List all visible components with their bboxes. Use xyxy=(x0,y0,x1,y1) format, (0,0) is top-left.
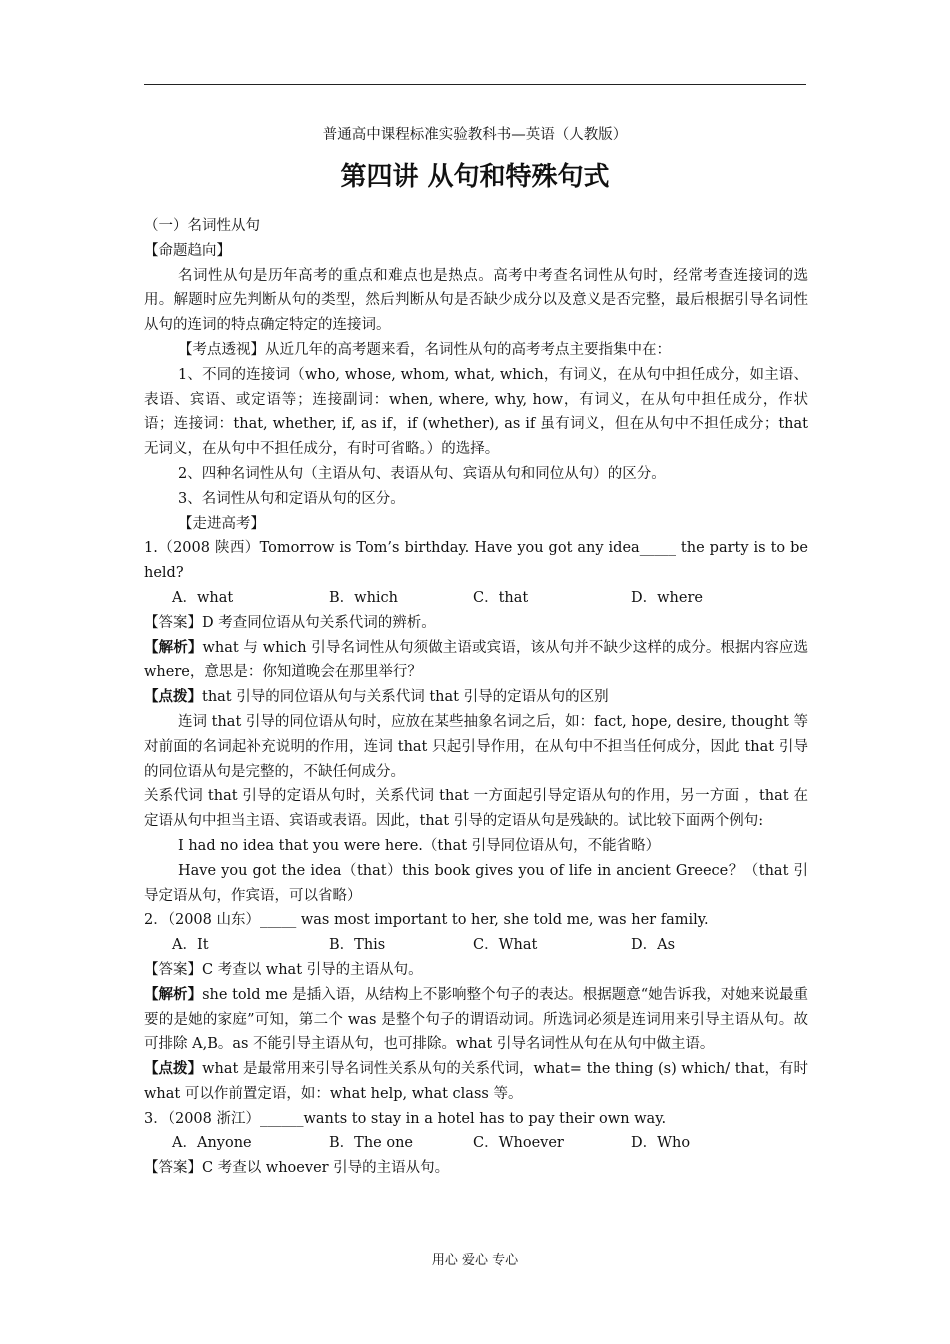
tip-label: 【点拨】 xyxy=(144,688,202,706)
tip-text: that 引导的同位语从句与关系代词 that 引导的定语从句的区别 xyxy=(202,689,609,706)
option-c: C．What xyxy=(473,937,538,954)
option-a: A．Anyone xyxy=(172,1135,252,1152)
option-a: A．what xyxy=(172,589,234,606)
point-2: 2、四种名词性从句（主语从句、表语从句、宾语从句和同位从句）的区分。 xyxy=(178,465,666,482)
example-sentence-1: I had no idea that you were here.（that 引导同位语从句，不能省略） xyxy=(178,837,661,854)
answer-text: C 考查以 whoever 引导的主语从句。 xyxy=(202,1160,450,1177)
example-sentence-2: Have you got the idea（that）this book gives you of life in ancient Greece？（that 引导定语从句，作宾语，可以省略） xyxy=(144,862,808,904)
answer-text: D 考查同位语从句关系代词的辨析。 xyxy=(202,614,436,631)
analysis-label: 【解析】 xyxy=(144,985,203,1003)
question-2-analysis xyxy=(144,983,808,1057)
into-exam-heading: 【走进高考】 xyxy=(178,515,265,532)
page-footer: 用心 爱心 专心 xyxy=(431,1253,519,1268)
question-1-analysis xyxy=(144,636,808,686)
question-3-options xyxy=(144,1131,808,1156)
analysis-text: what 与 which 引导名词性从句须做主语或宾语，该从句并不缺少这样的成分。根据内容应选 where，意思是：你知道晚会在那里举行？ xyxy=(144,639,808,681)
question-2-options xyxy=(144,933,808,958)
trend-paragraph: 名词性从句是历年高考的重点和难点也是热点。高考中考查名词性从句时，经常考查连接词的选用。解题时应先判断从句的类型，然后判断从句是否缺少成分以及意义是否完整，最后根据引导名词性从句的连词的特点确定特定的连接词。 xyxy=(144,267,808,334)
tip-paragraph-1: 连词 that 引导的同位语从句时，应放在某些抽象名词之后，如：fact, hope, desire, thought 等对前面的名词起补充说明的作用，连词 that 只起引导作用，在从句中不担当任何成分，因此 that 引导的同位语从句是完整的，不缺任何成分。 xyxy=(144,713,808,780)
option-b: B．The one xyxy=(329,1135,414,1152)
point-3: 3、名词性从句和定语从句的区分。 xyxy=(178,490,405,507)
question-1-options xyxy=(144,586,808,611)
option-c: C．that xyxy=(473,589,529,606)
document-body xyxy=(144,214,808,1181)
tip-text: what 是最常用来引导名词性关系从句的关系代词，what= the thing (s) which/ that，有时 what 可以作前置定语，如：what help, what class 等。 xyxy=(144,1061,809,1102)
question-1-stem: 1.（2008 陕西）Tomorrow is Tom’s birthday. Have you got any idea_____ the party is to be held? xyxy=(144,540,808,582)
focus-paragraph: 【考点透视】从近几年的高考题来看，名词性从句的高考考点主要指集中在： xyxy=(178,341,671,358)
answer-label: 【答案】 xyxy=(144,614,202,631)
option-c: C．Whoever xyxy=(473,1135,564,1152)
option-d: D．Who xyxy=(631,1135,691,1152)
question-1-tip xyxy=(144,685,808,710)
lecture-title: 第四讲 从句和特殊句式 xyxy=(340,162,610,192)
point-1: 1、不同的连接词（who, whose, whom, what, which，有词义，在从句中担任成分，如主语、表语、宾语、或定语等；连接副词：when, where, why, how，有词义，在从句中担任成分，作状语；连接词：that, whether, if, as if，if (whether), as if 虽有词义，但在从句中不担任成分；that 无词义，在从句中不担任成分，有时可省略。）的选择。 xyxy=(144,366,808,458)
question-2-tip xyxy=(144,1057,808,1107)
trend-heading: 【命题趋向】 xyxy=(144,242,231,259)
header-rule xyxy=(144,84,806,85)
book-subtitle: 普通高中课程标准实验教科书—英语（人教版） xyxy=(322,127,628,143)
question-3-answer xyxy=(144,1156,808,1181)
answer-text: C 考查以 what 引导的主语从句。 xyxy=(202,961,423,978)
section-heading: （一）名词性从句 xyxy=(144,218,260,234)
analysis-text: she told me 是插入语，从结构上不影响整个句子的表达。根据题意“她告诉我，对她来说最重要的是她的家庭”可知，第二个 was 是整个句子的谓语动词。所选词必须是连词用来引导主语从句。故可排除 A,B。as 不能引导主语从句，也可排除。what 引导名词性从句在从句中做主语。 xyxy=(144,986,809,1053)
option-a: A．It xyxy=(172,937,209,954)
question-2-stem: 2．（2008 山东）_____ was most important to her, she told me, was her family. xyxy=(144,912,709,929)
analysis-label: 【解析】 xyxy=(144,638,203,656)
option-b: B．This xyxy=(329,937,386,954)
answer-label: 【答案】 xyxy=(144,1160,202,1177)
question-1-answer xyxy=(144,611,808,636)
option-d: D．As xyxy=(631,937,676,954)
question-2-answer xyxy=(144,958,808,983)
question-3-stem: 3．（2008 浙江）______wants to stay in a hotel has to pay their own way. xyxy=(144,1110,667,1127)
option-b: B．which xyxy=(329,589,399,606)
tip-paragraph-2: 关系代词 that 引导的定语从句时，关系代词 that 一方面起引导定语从句的作用，另一方面 ，that 在定语从句中担当主语、宾语或表语。因此，that 引导的定语从句是残缺的。试比较下面两个例句: xyxy=(144,788,808,830)
answer-label: 【答案】 xyxy=(144,961,202,978)
option-d: D．where xyxy=(631,589,703,606)
tip-label: 【点拨】 xyxy=(144,1060,203,1078)
